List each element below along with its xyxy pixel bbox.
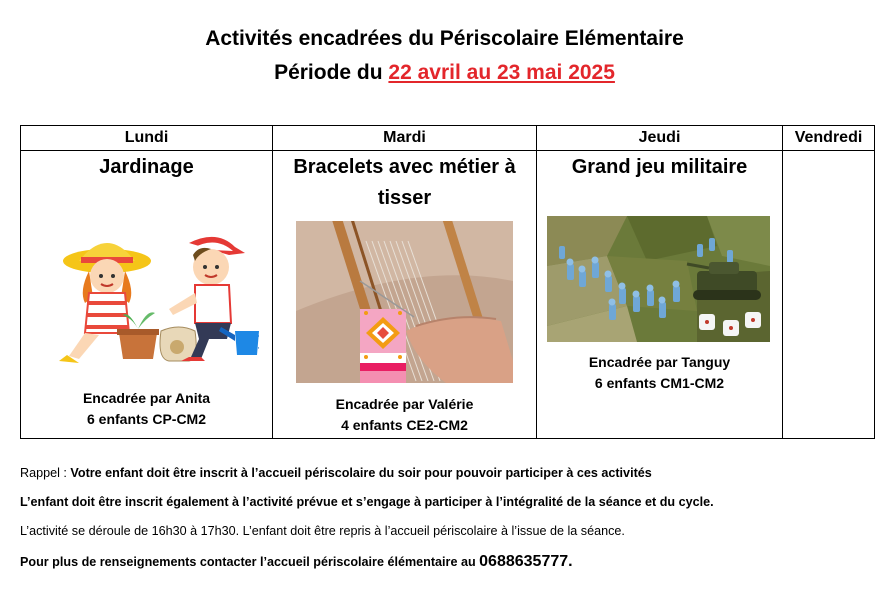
header-lundi: Lundi bbox=[21, 126, 273, 151]
header-mardi: Mardi bbox=[273, 126, 537, 151]
gardening-illustration-icon bbox=[49, 231, 259, 366]
schedule-table bbox=[20, 125, 875, 439]
schedule-body-row bbox=[21, 151, 875, 439]
cell-mardi bbox=[273, 151, 537, 439]
note-horaires: L’activité se déroule de 16h30 à 17h30. L’enfant doit être repris à l’accueil périscolaire à l’issue de la séance. bbox=[20, 524, 625, 538]
phone-number: 0688635777. bbox=[479, 553, 573, 570]
activity-title: Jardinage bbox=[99, 156, 194, 178]
activity-group: 6 enfants CP-CM2 bbox=[86, 411, 207, 427]
activity-leader: Encadrée par Anita bbox=[82, 390, 211, 406]
cell-jeudi bbox=[537, 151, 783, 439]
cell-vendredi bbox=[783, 151, 875, 439]
header-jeudi: Jeudi bbox=[537, 126, 783, 151]
activity-leader: Encadrée par Valérie bbox=[335, 396, 474, 412]
activity-title: Grand jeu militaire bbox=[571, 156, 748, 178]
page-title: Activités encadrées du Périscolaire Elémentaire bbox=[205, 27, 684, 50]
rappel-label: Rappel : bbox=[20, 466, 71, 480]
header-vendredi: Vendredi bbox=[783, 126, 875, 151]
date-range: 22 avril au 23 mai 2025 bbox=[388, 61, 615, 84]
note-rappel bbox=[20, 465, 652, 481]
period-line bbox=[0, 60, 889, 86]
cell-lundi bbox=[21, 151, 273, 439]
activity-group: 4 enfants CE2-CM2 bbox=[341, 417, 468, 433]
bead-loom-photo-icon bbox=[296, 221, 513, 383]
activity-title: Bracelets avec métier à tisser bbox=[293, 156, 516, 209]
activity-leader: Encadrée par Tanguy bbox=[588, 354, 731, 370]
period-prefix: Période du bbox=[274, 61, 389, 84]
activity-group: 6 enfants CM1-CM2 bbox=[594, 375, 725, 391]
schedule-header-row bbox=[21, 126, 875, 151]
rappel-text: Votre enfant doit être inscrit à l’accueil périscolaire du soir pour pouvoir participer à ces activités bbox=[70, 466, 652, 480]
note-inscription: L’enfant doit être inscrit également à l’activité prévue et s’engage à participer à l’intégralité de la séance et du cycle. bbox=[20, 495, 714, 509]
contact-text: Pour plus de renseignements contacter l’accueil périscolaire élémentaire au bbox=[20, 555, 480, 569]
toy-soldiers-photo-icon bbox=[547, 216, 770, 342]
note-contact bbox=[20, 554, 573, 570]
